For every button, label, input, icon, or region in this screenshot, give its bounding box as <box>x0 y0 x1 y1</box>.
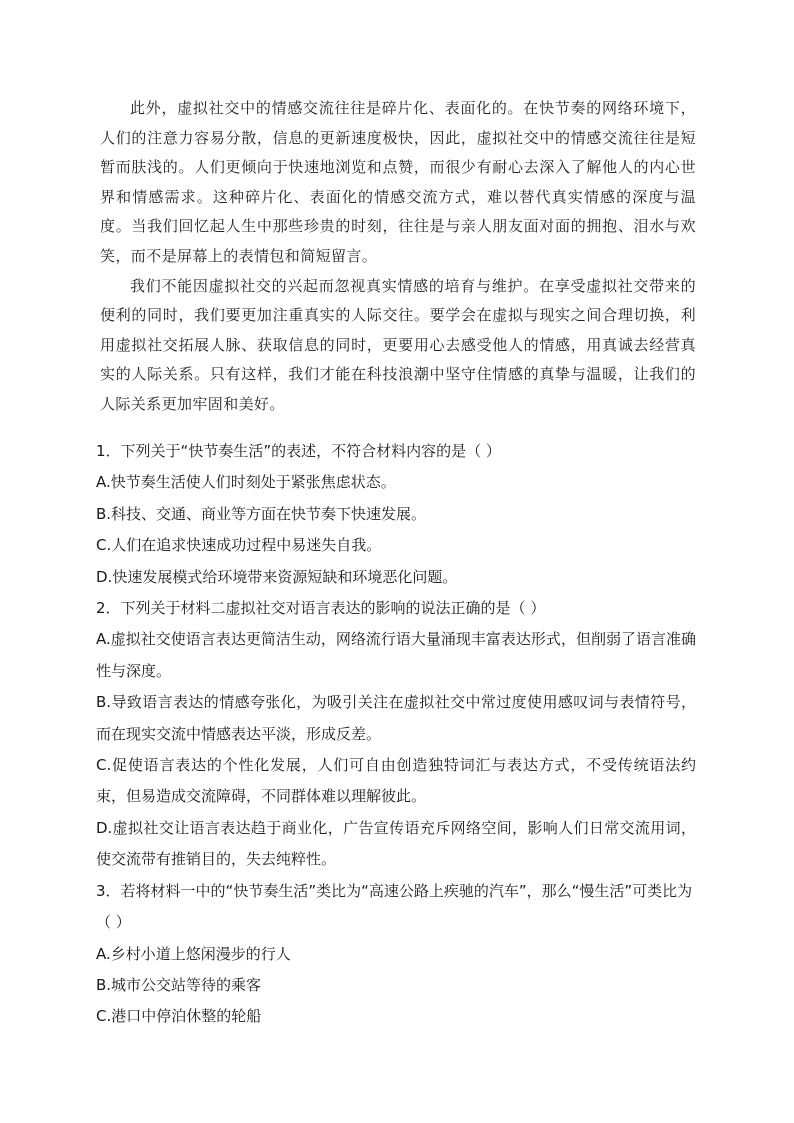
option-b: B.科技、交通、商业等方面在快节奏下快速发展。 <box>96 504 427 523</box>
question-stem: 1．下列关于“快节奏生活”的表述，不符合材料内容的是（ ） <box>96 442 501 460</box>
option-b: B.导致语言表达的情感夸张化，为吸引关注在虚拟社交中常过度使用感叹词与表情符号，而在现实交流中情感表达平淡，形成反差。 <box>96 693 696 743</box>
option-a: A.乡村小道上悠闲漫步的行人 <box>96 944 291 963</box>
option-c: C.促使语言表达的个性化发展，人们可自由创造独特词汇与表达方式，不受传统语法约束，但易造成交流障碍，不同群体难以理解彼此。 <box>96 756 696 806</box>
question-3 <box>96 876 696 1033</box>
option-c: C.港口中停泊休整的轮船 <box>96 1007 262 1026</box>
reading-passage <box>100 94 696 420</box>
question-stem: 2．下列关于材料二虚拟社交对语言表达的影响的说法正确的是（ ） <box>96 599 546 618</box>
option-b: B.城市公交站等待的乘客 <box>96 975 262 994</box>
option-a: A.快节奏生活使人们时刻处于紧张焦虑状态。 <box>96 473 396 492</box>
question-1 <box>96 436 696 593</box>
option-c: C.人们在追求快速成功过程中易迷失自我。 <box>96 536 382 555</box>
question-2 <box>96 593 696 876</box>
passage-paragraph: 此外，虚拟社交中的情感交流往往是碎片化、表面化的。在快节奏的网络环境下，人们的注意力容易分散，信息的更新速度极快，因此，虚拟社交中的情感交流往往是短暂而肤浅的。人们更倾向于快速地浏览和点赞，而很少有耐心去深入了解他人的内心世界和情感需求。这种碎片化、表面化的情感交流方式，难以替代真实情感的深度与温度。当我们回忆起人生中那些珍贵的时刻，往往是与亲人朋友面对面的拥抱、泪水与欢笑，而不是屏幕上的表情包和简短留言。 <box>100 99 696 265</box>
option-d: D.快速发展模式给环境带来资源短缺和环境恶化问题。 <box>96 567 458 586</box>
question-list <box>96 436 696 1033</box>
passage-paragraph: 我们不能因虚拟社交的兴起而忽视真实情感的培育与维护。在享受虚拟社交带来的便利的同时，我们要更加注重真实的人际交往。要学会在虚拟与现实之间合理切换，利用虚拟社交拓展人脉、获取信息的同时，更要用心去感受他人的情感，用真诚去经营真实的人际关系。只有这样，我们才能在科技浪潮中坚守住情感的真挚与温暖，让我们的人际关系更加牢固和美好。 <box>100 276 696 413</box>
option-d: D.虚拟社交让语言表达趋于商业化，广告宣传语充斥网络空间，影响人们日常交流用词，使交流带有推销目的，失去纯粹性。 <box>96 818 696 869</box>
option-a: A.虚拟社交使语言表达更简洁生动，网络流行语大量涌现丰富表达形式，但削弱了语言准确性与深度。 <box>96 630 696 680</box>
question-stem: 3．若将材料一中的“快节奏生活”类比为“高速公路上疾驰的汽车”，那么“慢生活”可类比为（ ） <box>96 881 693 932</box>
